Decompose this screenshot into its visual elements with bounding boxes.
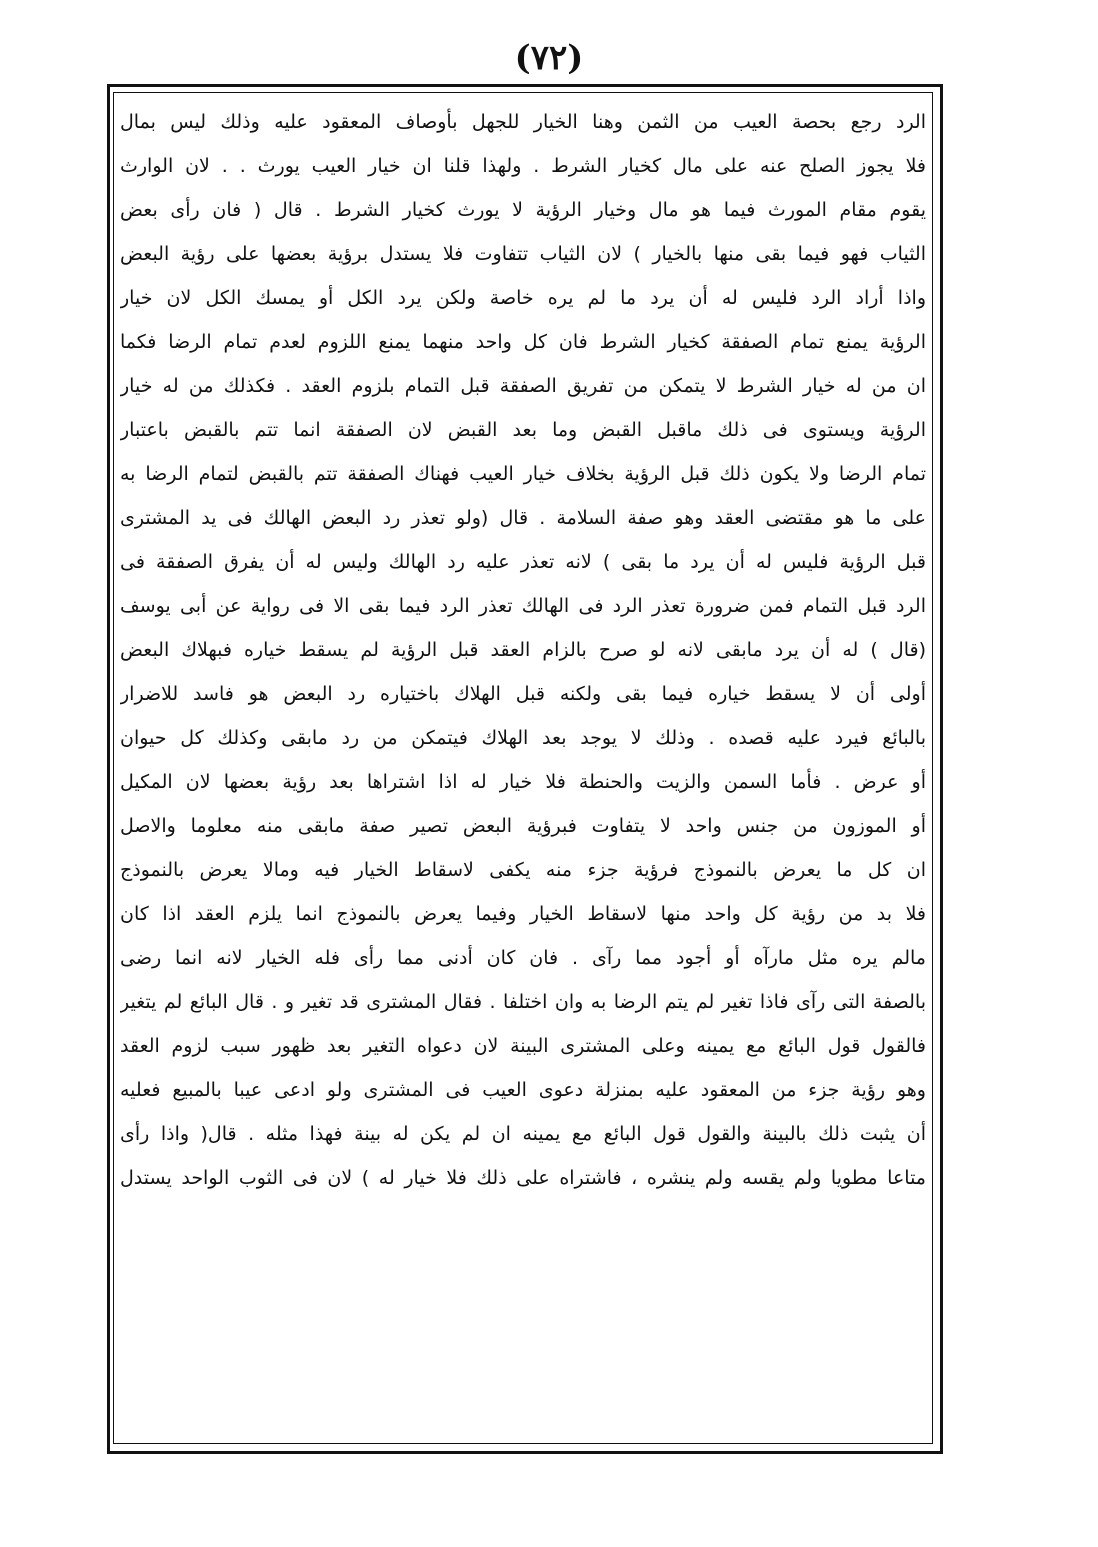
- text-line: الرؤية يمنع تمام الصفقة كخيار الشرط فان كل واحد منهما يمنع اللزوم لعدم تمام الرضا فكما: [120, 331, 926, 353]
- text-line: الثياب فهو فيما بقى منها بالخيار ) لان الثياب تتفاوت فلا يستدل برؤية بعضها على رؤية البعض: [120, 243, 926, 265]
- text-line: الرؤية ويستوى فى ذلك ماقبل القبض وما بعد القبض لان الصفقة انما تتم بالقبض باعتبار: [120, 419, 926, 441]
- text-line: أن يثبت ذلك بالبينة والقول قول البائع مع يمينه ان لم يكن له بينة فهذا مثله . قال( واذا رأى: [120, 1123, 926, 1145]
- text-line: (قال ) له أن يرد مابقى لانه لو صرح بالزام العقد قبل الرؤية لم يسقط خياره فبهلاك البعض: [120, 639, 926, 661]
- text-line: ان كل ما يعرض بالنموذج فرؤية جزء منه يكفى لاسقاط الخيار فيه ومالا يعرض بالنموذج: [120, 859, 926, 881]
- text-line: فلا يجوز الصلح عنه على مال كخيار الشرط . ولهذا قلنا ان خيار العيب يورث . . لان الوارث: [120, 155, 926, 177]
- text-line: أولى أن لا يسقط خياره فيما بقى ولكنه قبل الهلاك باختياره رد البعض هو فاسد للاضرار: [120, 683, 926, 705]
- text-line: قبل الرؤية فليس له أن يرد ما بقى ) لانه تعذر عليه رد الهالك وليس له أن يفرق الصفقة فى: [120, 551, 926, 573]
- text-line: أو عرض . فأما السمن والزيت والحنطة فلا خيار له اذا اشتراها بعد رؤية بعضها لان المكيل: [120, 771, 926, 793]
- text-line: بالصفة التى رآى فاذا تغير لم يتم الرضا به وان اختلفا . فقال المشترى قد تغير و . قال البائع لم يتغير: [120, 991, 926, 1013]
- text-line: يقوم مقام المورث فيما هو مال وخيار الرؤية لا يورث كخيار الشرط . قال ( فان رأى بعض: [120, 199, 926, 221]
- text-line: على ما هو مقتضى العقد وهو صفة السلامة . قال (ولو تعذر رد البعض الهالك فى يد المشترى: [120, 507, 926, 529]
- text-line: بالبائع فيرد عليه قصده . وذلك لا يوجد بعد الهلاك فيتمكن من رد مابقى وكذلك كل حيوان: [120, 727, 926, 749]
- text-line: ان من له خيار الشرط لا يتمكن من تفريق الصفقة قبل التمام بلزوم العقد . فكذلك من له خيار: [120, 375, 926, 397]
- text-line: متاعا مطويا ولم يقسه ولم ينشره ، فاشتراه على ذلك فلا خيار له ) لان فى الثوب الواحد يستدل: [120, 1167, 926, 1189]
- text-line: الرد رجع بحصة العيب من الثمن وهنا الخيار للجهل بأوصاف المعقود عليه وذلك ليس بمال: [120, 111, 926, 133]
- text-line: وهو رؤية جزء من المعقود عليه بمنزلة دعوى العيب فى المشترى ولو ادعى عيبا بالمبيع فعليه: [120, 1079, 926, 1101]
- text-line: مالم يره مثل مارآه أو أجود مما رآى . فان كان أدنى مما رأى فله الخيار لانه انما رضى: [120, 947, 926, 969]
- text-line: أو الموزون من جنس واحد لا يتفاوت فبرؤية البعض تصير صفة مابقى منه معلوما والاصل: [120, 815, 926, 837]
- text-line: فالقول قول البائع مع يمينه وعلى المشترى البينة لان دعواه التغير بعد ظهور سبب لزوم العقد: [120, 1035, 926, 1057]
- text-line: واذا أراد الرد فليس له أن يرد ما لم يره خاصة ولكن يرد الكل أو يمسك الكل لان خيار: [120, 287, 926, 309]
- text-line: الرد قبل التمام فمن ضرورة تعذر الرد فى الهالك تعذر الرد فيما بقى الا فى رواية عن أبى يوسف: [120, 595, 926, 617]
- body-text: [120, 100, 926, 1200]
- text-line: تمام الرضا ولا يكون ذلك قبل الرؤية بخلاف خيار العيب فهناك الصفقة تتم بالقبض لتمام الرضا به: [120, 463, 926, 485]
- page-number: (٧٢): [514, 38, 584, 78]
- text-line: فلا بد من رؤية كل واحد منها لاسقاط الخيار وفيما يعرض بالنموذج انما يلزم العقد اذا كان: [120, 903, 926, 925]
